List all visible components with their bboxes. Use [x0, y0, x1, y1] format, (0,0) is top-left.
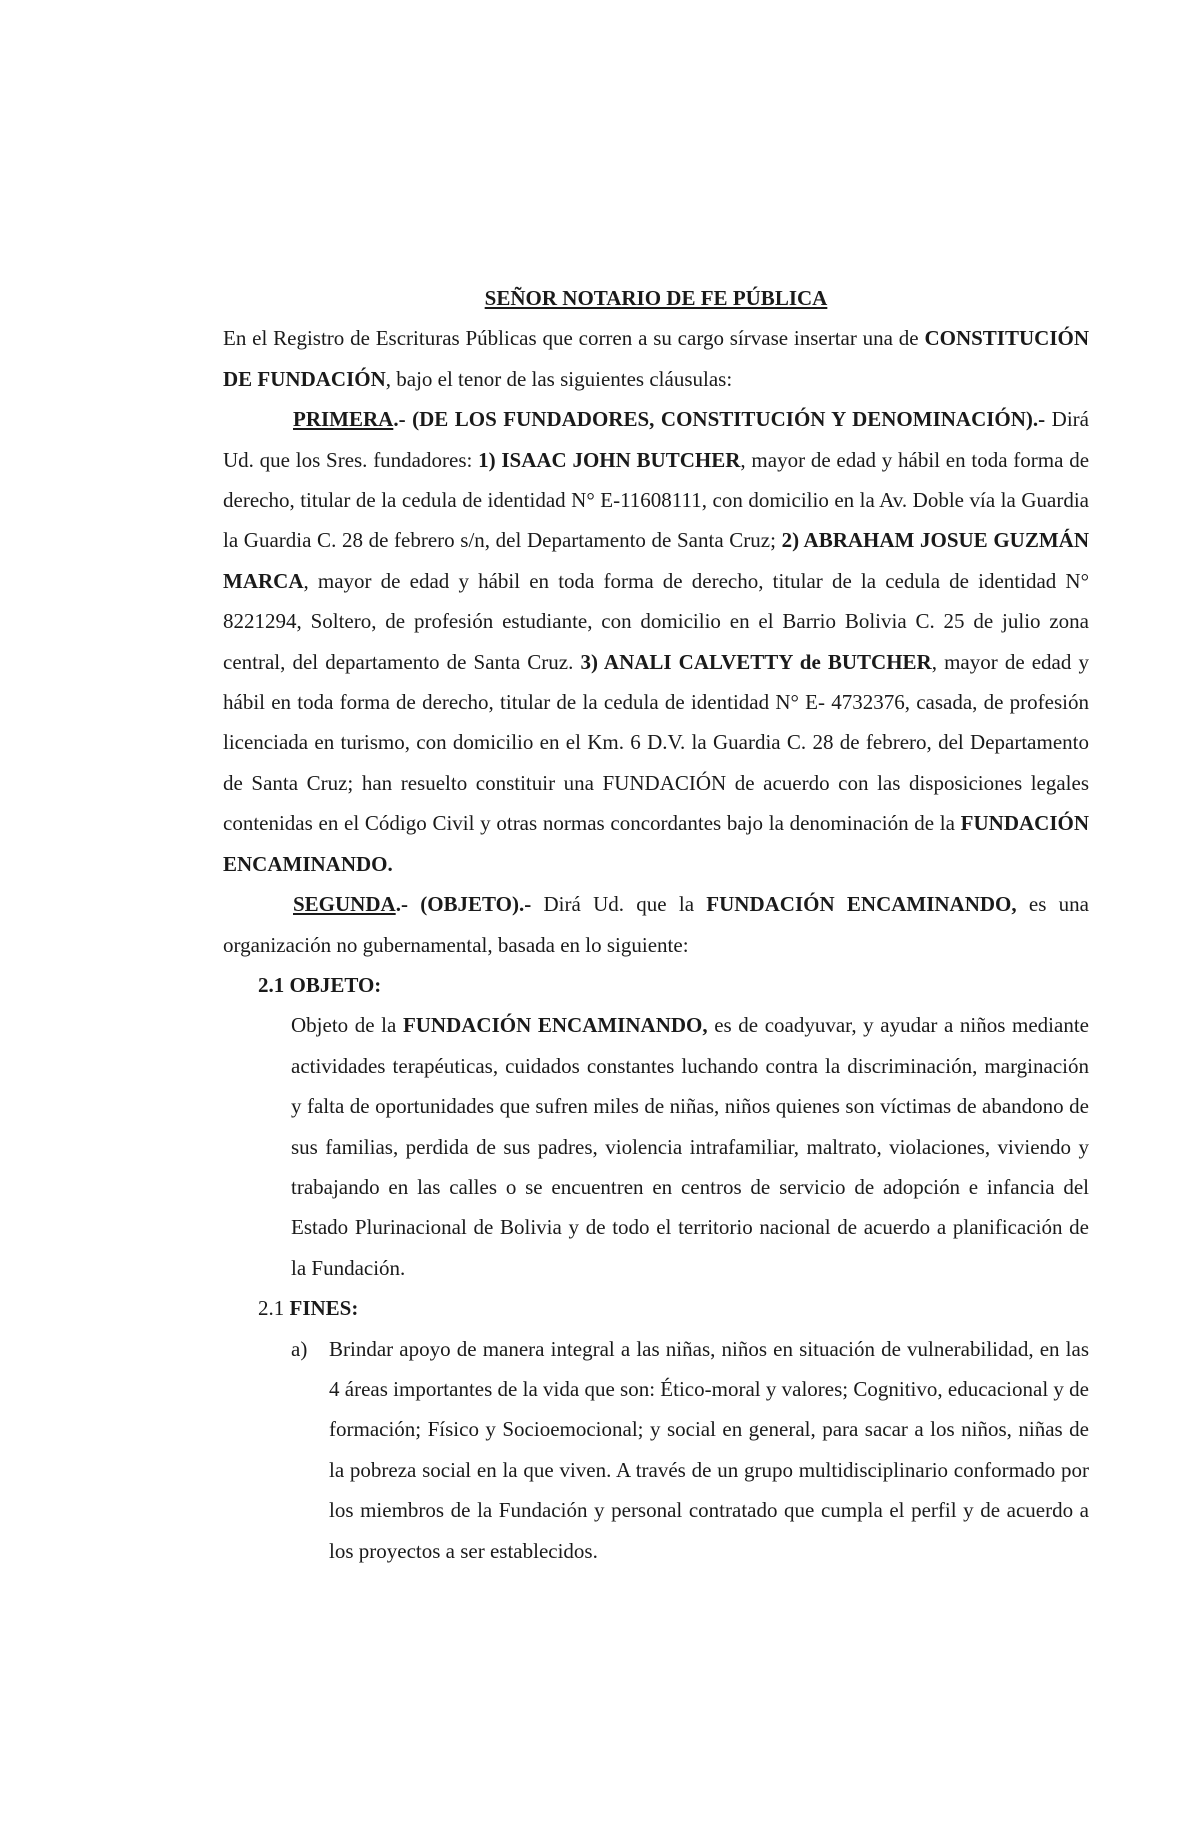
fines-label: FINES:: [289, 1296, 359, 1321]
clause-primera-text-4: , mayor de edad y hábil en toda forma de derecho, titular de la cedula de identidad N° E- 4732376, casada, de profesión licenciada en turismo, con domicilio en el Km. 6 D.V. la Guardia C. 28 de febrero, del Departamento de Santa Cruz; han resuelto constituir una FUNDACIÓN de acuerdo con las disposiciones legales contenidas en el Código Civil y otras normas concordantes bajo la denominación de la: [223, 649, 1089, 836]
clause-primera-heading: .- (DE LOS FUNDADORES, CONSTITUCIÓN Y DENOMINACIÓN).-: [393, 407, 1046, 432]
clause-segunda-foundation-name: FUNDACIÓN ENCAMINANDO,: [706, 892, 1017, 917]
clause-segunda: [223, 884, 1089, 965]
clause-segunda-text-2: es una organización no gubernamental, basada en lo siguiente:: [223, 892, 1089, 957]
objeto-text-1: Objeto de la: [291, 1013, 403, 1038]
list-item-text: Brindar apoyo de manera integral a las niñas, niños en situación de vulnerabilidad, en las 4 áreas importantes de la vida que son: Ético-moral y valores; Cognitivo, educacional y de formación; Físico y Socioemocional; y social en general, para sacar a los niños, niñas de la pobreza social en la que viven. A través de un grupo multidisciplinario conformado por los miembros de la Fundación y personal contratado que cumpla el perfil y de acuerdo a los proyectos a ser establecidos.: [329, 1336, 1089, 1563]
objeto-foundation-name: FUNDACIÓN ENCAMINANDO,: [402, 1013, 708, 1038]
fines-heading: [223, 1288, 1089, 1328]
clause-primera-label: PRIMERA: [293, 407, 394, 432]
intro-text-1: En el Registro de Escrituras Públicas que corren a su cargo sírvase insertar una de: [223, 326, 925, 351]
clause-primera: [223, 399, 1089, 884]
clause-primera-text-1: Dirá Ud. que los Sres. fundadores:: [223, 407, 1089, 472]
intro-paragraph: [223, 318, 1089, 399]
founder-2-name: 2) ABRAHAM JOSUE GUZMÁN MARCA: [223, 528, 1089, 593]
objeto-paragraph: [223, 1005, 1089, 1288]
clause-primera-text-3: , mayor de edad y hábil en toda forma de derecho, titular de la cedula de identidad N° 8221294, Soltero, de profesión estudiante, con domicilio en el Barrio Bolivia C. 25 de julio zona central, del departamento de Santa Cruz.: [223, 568, 1089, 674]
intro-text-2: , bajo el tenor de las siguientes cláusulas:: [385, 366, 733, 391]
founder-3-name: 3) ANALI CALVETTY de BUTCHER: [580, 649, 932, 674]
fines-number: 2.1: [258, 1296, 290, 1321]
intro-bold-constitucion: CONSTITUCIÓN DE FUNDACIÓN: [223, 326, 1089, 391]
objeto-heading: 2.1 OBJETO:: [258, 972, 382, 997]
clause-segunda-heading: .- (OBJETO).-: [395, 892, 532, 917]
objeto-text-2: es de coadyuvar, y ayudar a niños mediante actividades terapéuticas, cuidados constantes luchando contra la discriminación, marginación y falta de oportunidades que sufren miles de niñas, niños quienes son víctimas de abandono de sus familias, perdida de sus padres, violencia intrafamiliar, maltrato, violaciones, viviendo y trabajando en las calles o se encuentren en centros de servicio de adopción e infancia del Estado Plurinacional de Bolivia y de todo el territorio nacional de acuerdo a planificación de la Fundación.: [291, 1013, 1089, 1280]
list-marker: a): [291, 1336, 308, 1361]
foundation-name: FUNDACIÓN ENCAMINANDO.: [223, 811, 1089, 876]
fines-item-a: [223, 1329, 1089, 1571]
founder-1-name: 1) ISAAC JOHN BUTCHER: [478, 447, 741, 472]
document-body: [223, 278, 1089, 1571]
document-title: SEÑOR NOTARIO DE FE PÚBLICA: [484, 286, 828, 310]
clause-segunda-label: SEGUNDA: [293, 892, 396, 917]
clause-primera-text-2: , mayor de edad y hábil en toda forma de derecho, titular de la cedula de identidad N° E-11608111, con domicilio en la Av. Doble vía la Guardia la Guardia C. 28 de febrero s/n, del Departamento de Santa Cruz;: [223, 447, 1090, 553]
clause-segunda-text-1: Dirá Ud. que la: [531, 892, 707, 917]
